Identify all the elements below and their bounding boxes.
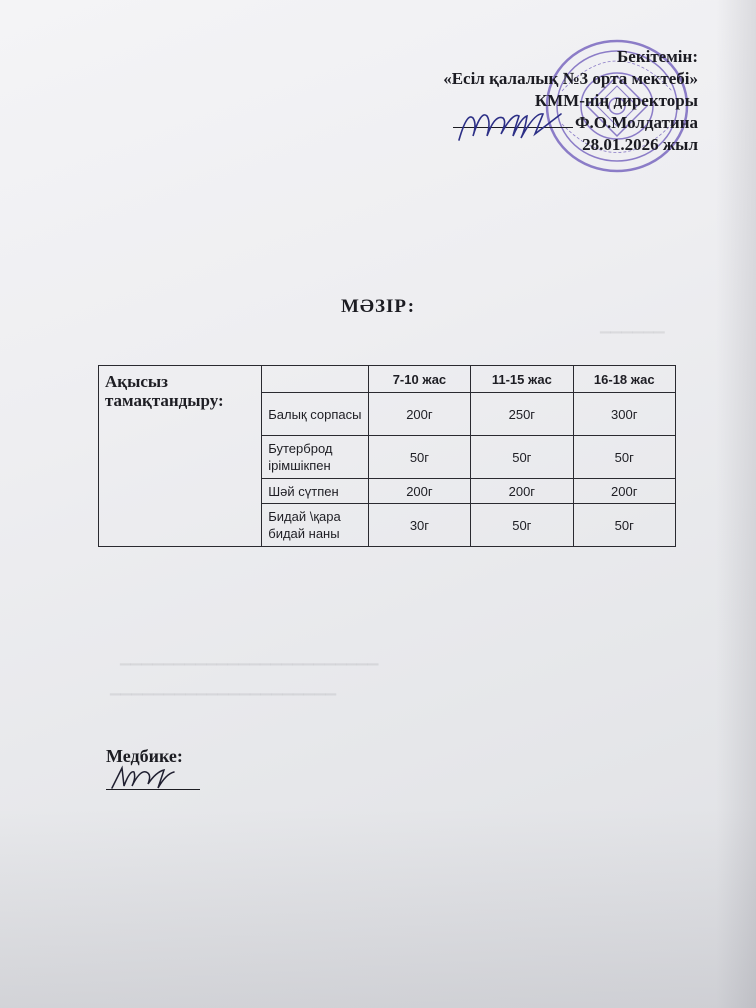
show-through-text: ▁▁▁▁▁▁▁▁▁▁▁▁▁▁▁▁▁▁▁▁▁ <box>110 681 337 696</box>
dish-name: Балық сорпасы <box>262 393 368 436</box>
nurse-signature <box>108 762 188 792</box>
portion-cell: 300г <box>573 393 675 436</box>
portion-cell: 30г <box>368 504 470 547</box>
director-signature <box>455 104 565 146</box>
director-name: Ф.О.Молдатина <box>574 113 698 132</box>
approval-date: 28.01.2026 жыл <box>582 135 698 154</box>
show-through-text: ▁▁▁▁▁▁ <box>600 319 665 334</box>
nurse-label: Медбике: <box>106 746 183 766</box>
nurse-signature-line <box>106 789 200 790</box>
menu-table <box>98 365 676 547</box>
age-header: 7-10 жас <box>368 366 470 393</box>
portion-cell: 200г <box>368 393 470 436</box>
portion-cell: 200г <box>573 479 675 504</box>
free-meal-label: Ақысыз тамақтандыру: <box>99 366 262 547</box>
portion-cell: 50г <box>471 436 573 479</box>
age-header: 16-18 жас <box>573 366 675 393</box>
director-title: КММ-нің директоры <box>534 91 698 110</box>
dish-name: Шәй сүтпен <box>262 479 368 504</box>
dish-name: Бутерброд ірімшікпен <box>262 436 368 479</box>
approval-heading: Бекітемін: <box>617 47 698 66</box>
portion-cell: 200г <box>368 479 470 504</box>
portion-cell: 50г <box>573 436 675 479</box>
show-through-text: ▁▁▁▁▁▁▁▁▁▁▁▁▁▁▁▁▁▁▁▁▁▁▁▁ <box>120 651 379 666</box>
dish-name: Бидай \қара бидай наны <box>262 504 368 547</box>
age-header: 11-15 жас <box>471 366 573 393</box>
dish-column-header <box>262 366 368 393</box>
page-shadow <box>0 808 756 1008</box>
school-name: «Есіл қалалық №3 орта мектебі» <box>443 69 698 88</box>
portion-cell: 50г <box>471 504 573 547</box>
portion-cell: 50г <box>368 436 470 479</box>
table-header-row <box>99 366 676 393</box>
portion-cell: 200г <box>471 479 573 504</box>
portion-cell: 250г <box>471 393 573 436</box>
page-title: МӘЗІР: <box>340 296 416 317</box>
portion-cell: 50г <box>573 504 675 547</box>
